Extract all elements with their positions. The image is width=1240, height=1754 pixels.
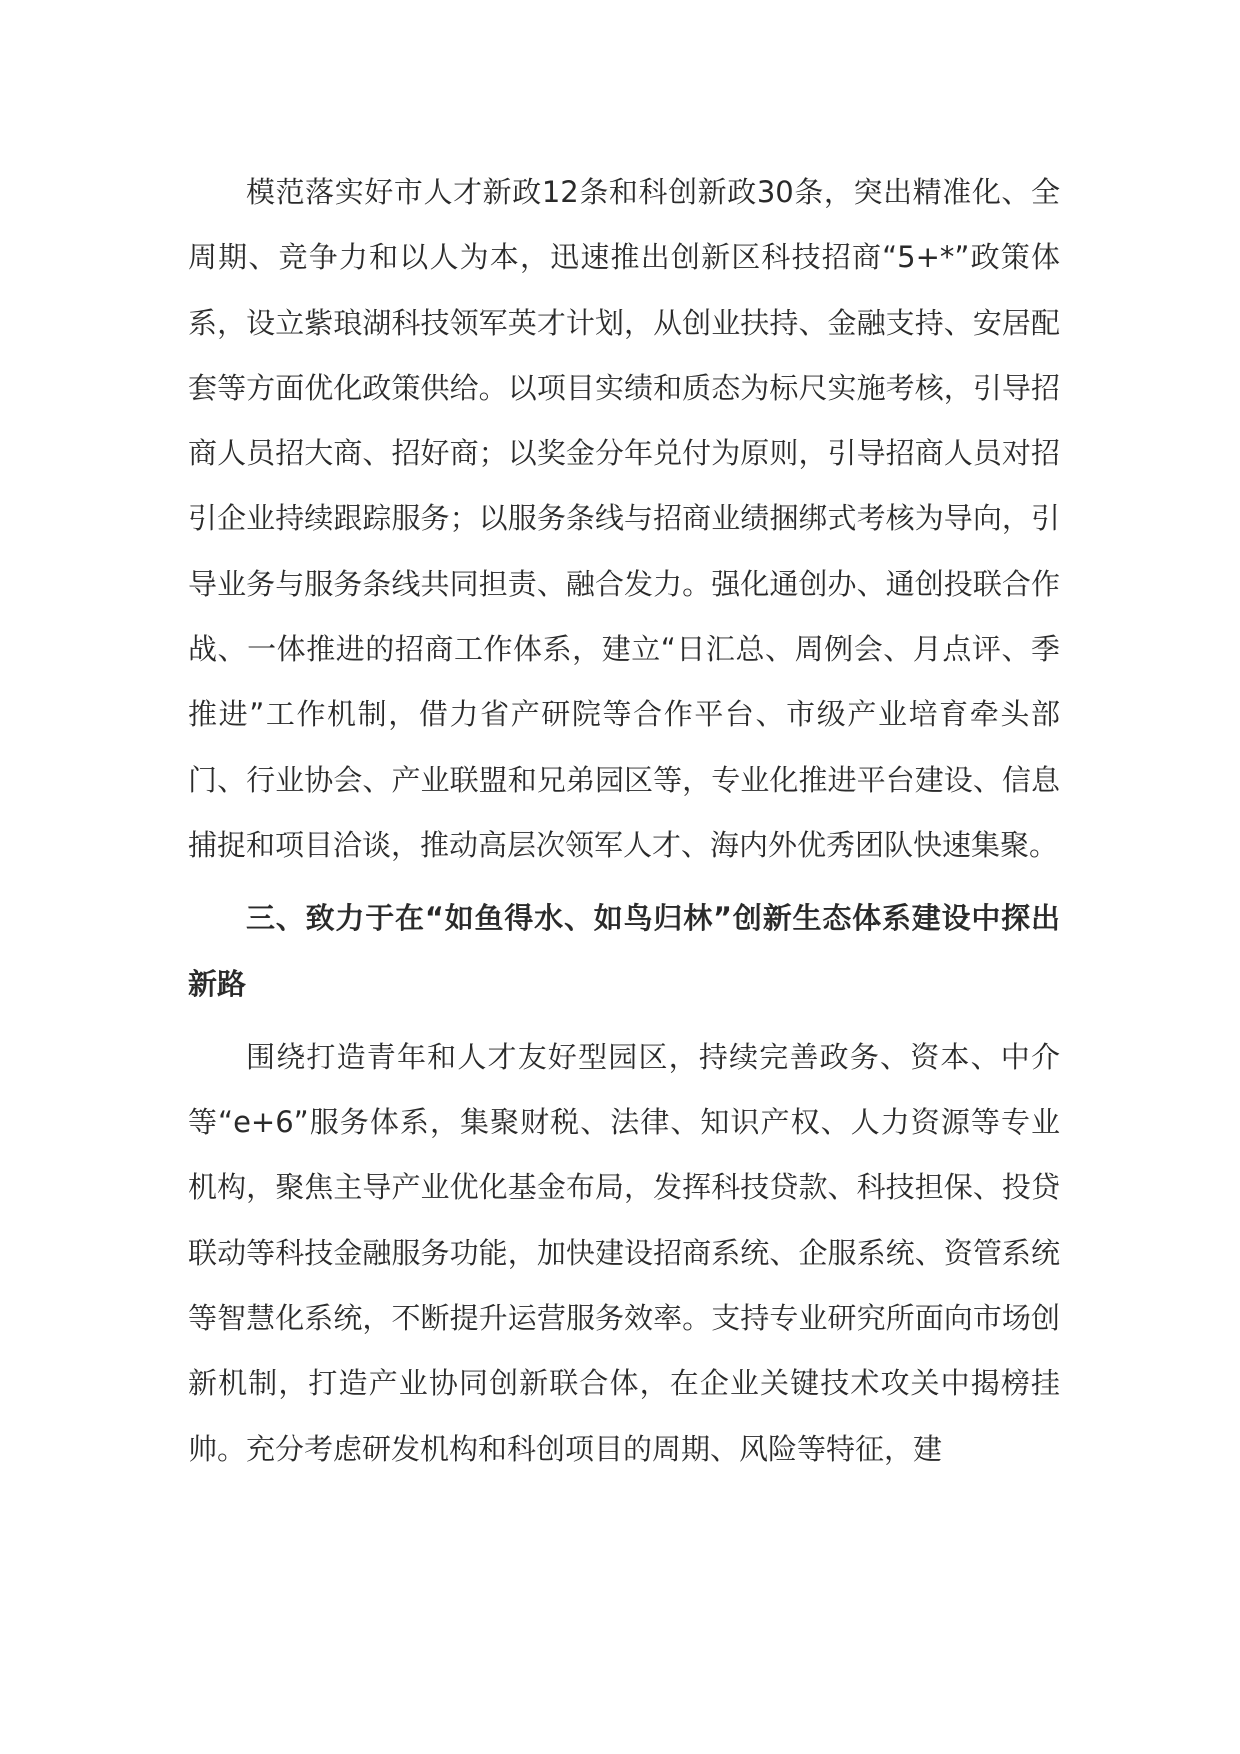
section-heading: 三、致力于在“如鱼得水、如鸟归林”创新生态体系建设中探出新路 xyxy=(188,901,1060,1001)
body-paragraph: 模范落实好市人才新政12条和科创新政30条，突出精准化、全周期、竞争力和以人为本，迅速推出创新区科技招商“5+*”政策体系，设立紫琅湖科技领军英才计划，从创业扶持、金融支持、安居配套等方面优化政策供给。以项目实绩和质态为标尺实施考核，引导招商人员招大商、招好商；以奖金分年兑付为原则，引导招商人员对招引企业持续跟踪服务；以服务条线与招商业绩捆绑式考核为导向，引导业务与服务条线共同担责、融合发力。强化通创办、通创投联合作战、一体推进的招商工作体系，建立“日汇总、周例会、月点评、季推进”工作机制，借力省产研院等合作平台、市级产业培育牵头部门、行业协会、产业联盟和兄弟园区等，专业化推进平台建设、信息捕捉和项目洽谈，推动高层次领军人才、海内外优秀团队快速集聚。 xyxy=(188,175,1060,862)
body-paragraph: 围绕打造青年和人才友好型园区，持续完善政务、资本、中介等“e+6”服务体系，集聚财税、法律、知识产权、人力资源等专业机构，聚焦主导产业优化基金布局，发挥科技贷款、科技担保、投贷联动等科技金融服务功能，加快建设招商系统、企服系统、资管系统等智慧化系统，不断提升运营服务效率。支持专业研究所面向市场创新机制，打造产业协同创新联合体，在企业关键技术攻关中揭榜挂帅。充分考虑研发机构和科创项目的周期、风险等特征，建 xyxy=(188,1039,1060,1466)
